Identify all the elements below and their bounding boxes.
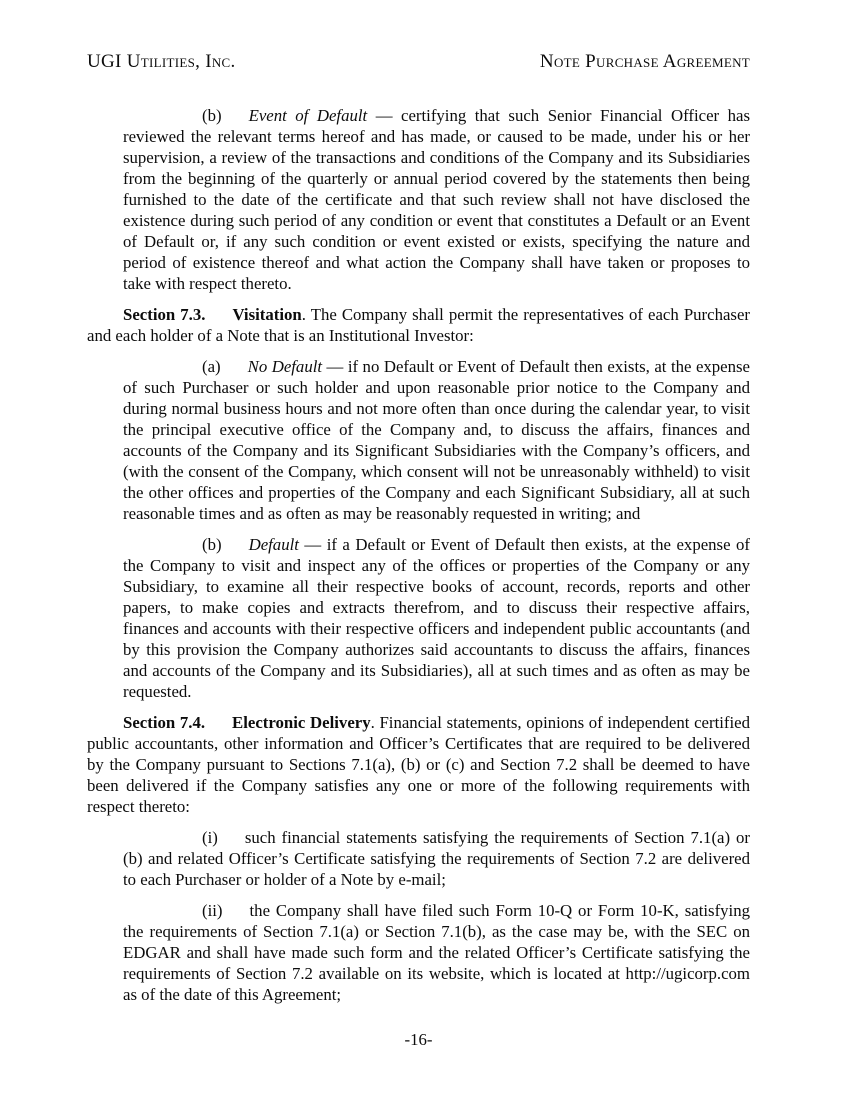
italic-text-run: Event of Default — [248, 106, 368, 125]
text-run: the Company shall have filed such Form 10-Q or Form 10-K, satisfying the requirements of Section 7.1(a) or Section 7.1(b), as the case may be, with the SEC on EDGAR and shall have made such form and the related Officer’s Certificate satisfying the requirements of Section 7.2 available on its website, which is located at http://ugicorp.com as of the date of this Agreement; — [123, 901, 750, 1004]
text-run: (b) — [202, 106, 222, 125]
page-header — [87, 51, 750, 73]
text-run: . The Company shall permit the representatives of each Purchaser and each holder of a Note that is an Institutional Investor: — [87, 305, 750, 345]
text-run: such financial statements satisfying the requirements of Section 7.1(a) or (b) and related Officer’s Certificate satisfying the requirements of Section 7.2 are delivered to each Purchaser or holder of a Note by e-mail; — [123, 828, 750, 889]
document-body — [87, 105, 750, 1005]
italic-text-run: No Default — [247, 357, 323, 376]
text-run: — if no Default or Event of Default then exists, at the expense of such Purchaser or such holder and upon reasonable prior notice to the Company and during normal business hours and not more often than once during the calendar year, to visit the principal executive office of the Company and, to discuss the affairs, finances and accounts of the Company and its Significant Subsidiaries with the Company’s officers, and (with the consent of the Company, which consent will not be unreasonably withheld) to visit the other offices and properties of the Company and each Significant Subsidiary, all at such reasonable times and as often as may be reasonably requested in writing; and — [123, 357, 750, 523]
text-run: (a) — [202, 357, 221, 376]
text-run: — certifying that such Senior Financial Officer has reviewed the relevant terms hereof and has made, or caused to be made, under his or her supervision, a review of the transactions and conditions of the Company and its Subsidiaries from the beginning of the quarterly or annual period covered by the statements then being furnished to the date of the certificate and that such review shall not have disclosed the existence during such period of any condition or event that constitutes a Default or an Event of Default or, if any such condition or event existed or exists, specifying the nature and period of existence thereof and what action the Company shall have taken or proposes to take with respect thereto. — [123, 106, 750, 293]
indented-paragraph — [123, 900, 750, 1005]
text-run: . Financial statements, opinions of independent certified public accountants, other information and Officer’s Certificates that are required to be delivered by the Company pursuant to Sections 7.1(a), (b) or (c) and Section 7.2 shall be deemed to have been delivered if the Company satisfies any one or more of the following requirements with respect thereto: — [87, 713, 750, 816]
indented-paragraph — [123, 105, 750, 294]
bold-text-run: Electronic Delivery — [232, 713, 371, 732]
section-paragraph — [87, 304, 750, 346]
text-run: — if a Default or Event of Default then exists, at the expense of the Company to visit and inspect any of the offices or properties of the Company or any Subsidiary, to examine all their respective books of account, records, reports and other papers, to make copies and extracts therefrom, and to discuss their respective affairs, finances and accounts with their respective officers and independent public accountants (and by this provision the Company authorizes said accountants to discuss the affairs, finances and accounts of the Company and its Subsidiaries), all at such times and as often as may be requested. — [123, 535, 750, 701]
section-paragraph — [87, 712, 750, 817]
text-run: (b) — [202, 535, 222, 554]
page-footer — [87, 1030, 750, 1050]
italic-text-run: Default — [248, 535, 299, 554]
indented-paragraph — [123, 827, 750, 890]
header-document-title: Note Purchase Agreement — [539, 51, 750, 72]
bold-text-run: Visitation — [232, 305, 302, 324]
header-company-name: UGI Utilities, Inc. — [87, 51, 236, 72]
bold-text-run: Section 7.3. — [123, 305, 206, 324]
text-run: (ii) — [202, 901, 223, 920]
indented-paragraph — [123, 356, 750, 524]
indented-paragraph — [123, 534, 750, 702]
page-number: -16- — [404, 1030, 433, 1049]
bold-text-run: Section 7.4. — [123, 713, 206, 732]
text-run: (i) — [202, 828, 218, 847]
